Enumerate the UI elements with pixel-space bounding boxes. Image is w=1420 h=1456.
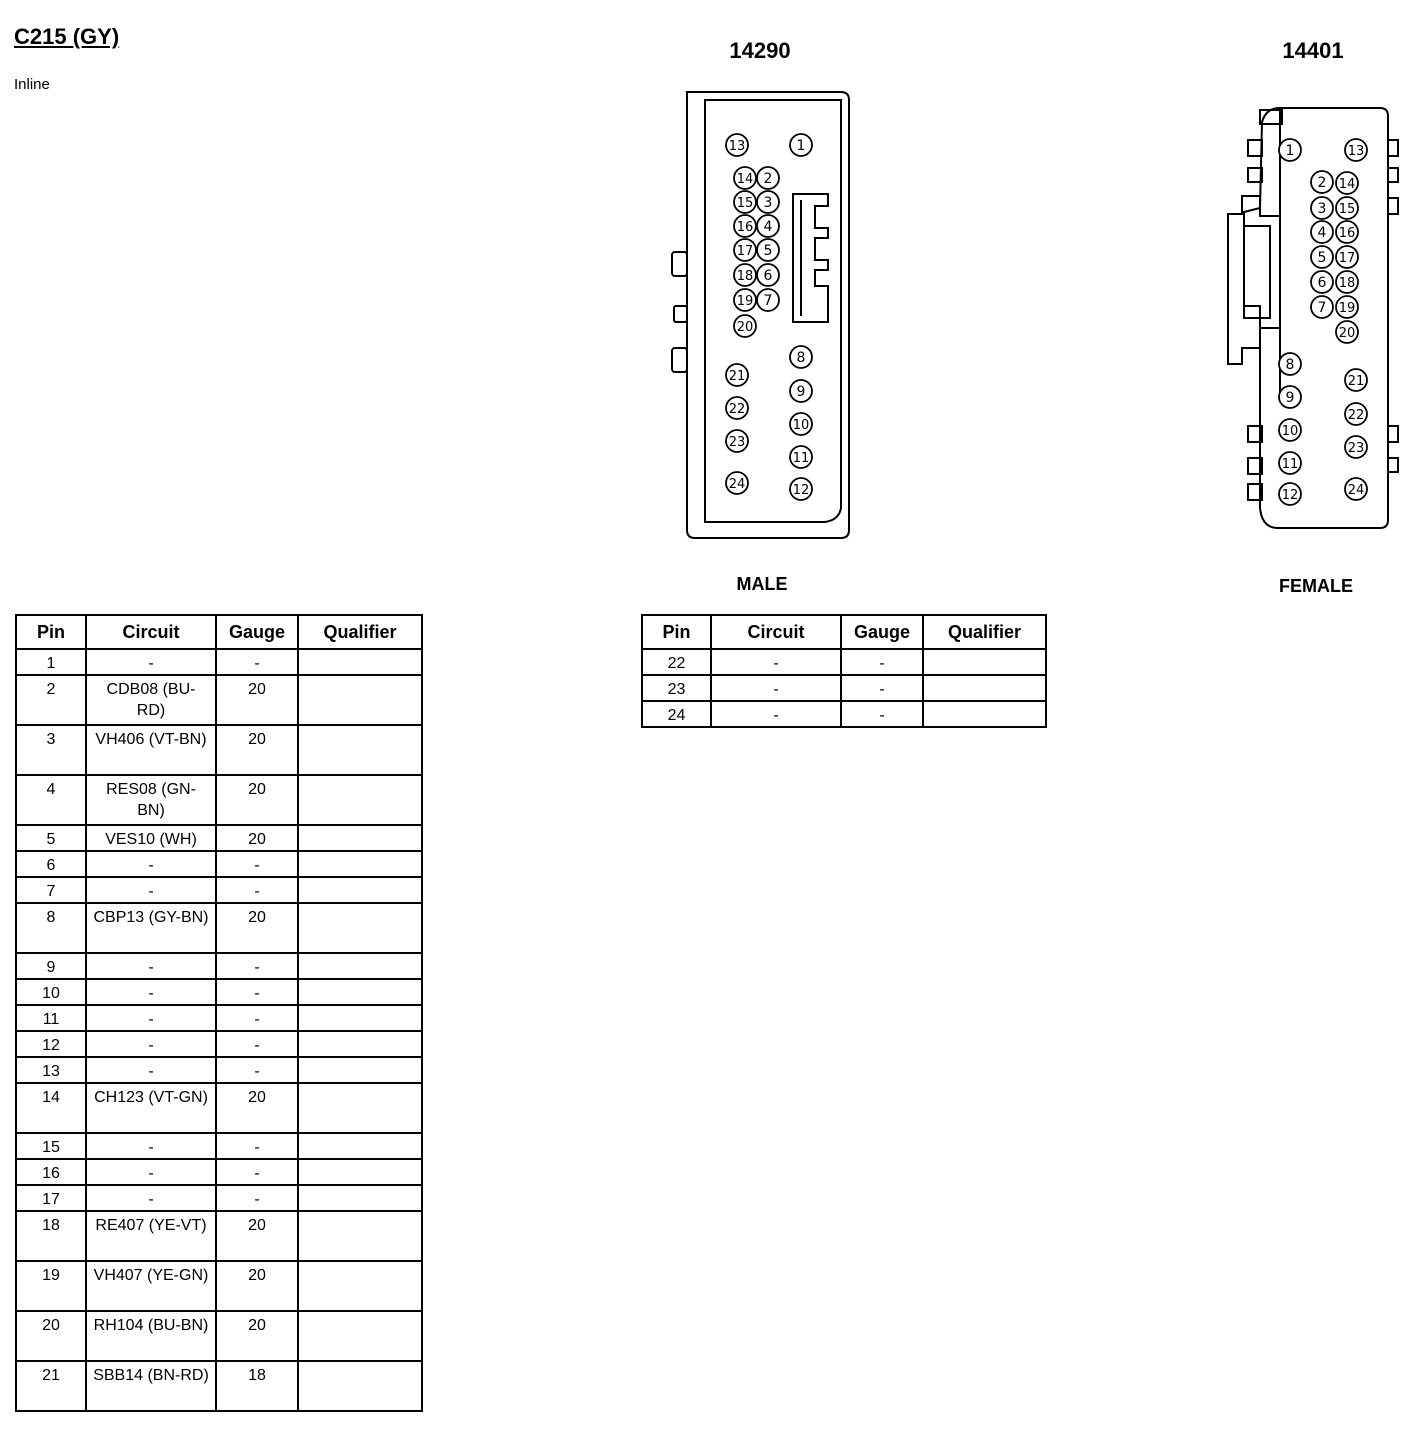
table-row (16, 649, 422, 675)
cell-qualifier (298, 1361, 422, 1411)
male-pin-6-label: 6 (763, 268, 773, 284)
cell-qualifier (298, 851, 422, 877)
cell-qualifier (298, 1057, 422, 1083)
cell-circuit: - (86, 1185, 216, 1211)
cell-pin: 7 (16, 877, 86, 903)
cell-gauge: - (841, 649, 923, 675)
header-qualifier: Qualifier (298, 615, 422, 649)
cell-pin: 1 (16, 649, 86, 675)
male-pin-22-label: 22 (728, 402, 746, 417)
male-pin-9-label: 9 (796, 384, 806, 400)
female-pin-8-label: 8 (1285, 357, 1295, 373)
female-pins (1279, 139, 1367, 505)
cell-gauge: - (216, 953, 298, 979)
table-header-row (642, 615, 1046, 649)
female-pin-24-label: 24 (1347, 483, 1365, 498)
female-pin-4-label: 4 (1317, 225, 1327, 241)
cell-gauge: - (216, 877, 298, 903)
cell-pin: 8 (16, 903, 86, 953)
cell-qualifier (298, 1083, 422, 1133)
cell-qualifier (298, 1005, 422, 1031)
cell-pin: 22 (642, 649, 711, 675)
cell-qualifier (298, 1261, 422, 1311)
female-pin-21-label: 21 (1347, 374, 1365, 389)
header-gauge: Gauge (841, 615, 923, 649)
female-pin-6-label: 6 (1317, 275, 1327, 291)
cell-gauge: - (216, 851, 298, 877)
cell-gauge: - (216, 979, 298, 1005)
cell-pin: 13 (16, 1057, 86, 1083)
cell-gauge: 20 (216, 1311, 298, 1361)
cell-gauge: - (216, 649, 298, 675)
cell-pin: 10 (16, 979, 86, 1005)
cell-qualifier (298, 877, 422, 903)
female-pin-1-label: 1 (1285, 143, 1295, 159)
male-pin-17-label: 17 (736, 244, 754, 259)
table-row (16, 903, 422, 953)
cell-gauge: - (216, 1159, 298, 1185)
cell-gauge: 20 (216, 1261, 298, 1311)
cell-qualifier (298, 1133, 422, 1159)
female-pin-13-label: 13 (1347, 144, 1365, 159)
cell-gauge: 20 (216, 775, 298, 825)
male-side-tab (672, 252, 687, 276)
cell-circuit: RE407 (YE-VT) (86, 1211, 216, 1261)
female-pin-3-label: 3 (1317, 201, 1327, 217)
male-pin-3-label: 3 (763, 195, 773, 211)
cell-gauge: - (216, 1057, 298, 1083)
female-pin-12-label: 12 (1281, 488, 1299, 503)
cell-pin: 2 (16, 675, 86, 725)
female-pin-20-label: 20 (1338, 326, 1356, 341)
cell-qualifier (298, 1311, 422, 1361)
connector-type: Inline (14, 76, 50, 93)
header-pin: Pin (16, 615, 86, 649)
cell-circuit: - (711, 701, 841, 727)
cell-pin: 17 (16, 1185, 86, 1211)
table-row (16, 1211, 422, 1261)
female-pin-9-label: 9 (1285, 390, 1295, 406)
cell-pin: 20 (16, 1311, 86, 1361)
cell-qualifier (298, 953, 422, 979)
cell-pin: 21 (16, 1361, 86, 1411)
cell-gauge: 20 (216, 1211, 298, 1261)
cell-gauge: 20 (216, 675, 298, 725)
table-row (16, 675, 422, 725)
table-row (16, 1083, 422, 1133)
table-row (16, 1361, 422, 1411)
pin-table-left (15, 614, 423, 1412)
cell-circuit: - (711, 649, 841, 675)
cell-circuit: RES08 (GN-BN) (86, 775, 216, 825)
cell-circuit: VES10 (WH) (86, 825, 216, 851)
male-pin-19-label: 19 (736, 294, 754, 309)
cell-pin: 9 (16, 953, 86, 979)
table-row (16, 1031, 422, 1057)
male-pin-14-label: 14 (736, 172, 754, 187)
male-pin-4-label: 4 (763, 219, 773, 235)
male-pin-8-label: 8 (796, 350, 806, 366)
cell-circuit: - (711, 675, 841, 701)
female-pin-7-label: 7 (1317, 300, 1327, 316)
cell-gauge: - (841, 675, 923, 701)
cell-gauge: 20 (216, 825, 298, 851)
female-clip-inner (1244, 226, 1270, 318)
table-row (16, 953, 422, 979)
cell-pin: 15 (16, 1133, 86, 1159)
cell-pin: 5 (16, 825, 86, 851)
pin-table-right (641, 614, 1047, 728)
cell-pin: 16 (16, 1159, 86, 1185)
cell-circuit: - (86, 851, 216, 877)
female-pin-15-label: 15 (1338, 202, 1356, 217)
female-pin-23-label: 23 (1347, 441, 1365, 456)
male-housing-inner (705, 100, 841, 522)
cell-qualifier (923, 649, 1046, 675)
cell-pin: 24 (642, 701, 711, 727)
female-pin-17-label: 17 (1338, 251, 1356, 266)
male-pin-13-label: 13 (728, 139, 746, 154)
female-pin-5-label: 5 (1317, 250, 1327, 266)
cell-gauge: - (216, 1185, 298, 1211)
cell-qualifier (298, 903, 422, 953)
male-pin-5-label: 5 (763, 243, 773, 259)
connector-title: C215 (GY) (14, 24, 120, 49)
cell-circuit: - (86, 979, 216, 1005)
cell-pin: 3 (16, 725, 86, 775)
cell-circuit: - (86, 877, 216, 903)
male-pin-10-label: 10 (792, 418, 810, 433)
cell-circuit: - (86, 649, 216, 675)
table-row (16, 1057, 422, 1083)
cell-qualifier (298, 1185, 422, 1211)
female-side-tab (1388, 198, 1398, 214)
cell-qualifier (298, 775, 422, 825)
table-row (642, 675, 1046, 701)
table-row (16, 851, 422, 877)
male-pin-18-label: 18 (736, 269, 754, 284)
cell-qualifier (923, 675, 1046, 701)
male-pin-23-label: 23 (728, 435, 746, 450)
cell-gauge: - (216, 1005, 298, 1031)
female-label: FEMALE (1279, 576, 1353, 596)
male-pin-11-label: 11 (792, 451, 810, 466)
header-circuit: Circuit (711, 615, 841, 649)
male-pin-16-label: 16 (736, 220, 754, 235)
cell-circuit: CDB08 (BU-RD) (86, 675, 216, 725)
male-side-tab (674, 306, 687, 322)
female-side-tab (1388, 168, 1398, 182)
table-row (16, 1133, 422, 1159)
male-label: MALE (736, 574, 788, 594)
table-row (16, 1311, 422, 1361)
table-row (16, 1185, 422, 1211)
table-header-row (16, 615, 422, 649)
female-pin-10-label: 10 (1281, 424, 1299, 439)
female-side-tab (1388, 458, 1398, 472)
cell-circuit: - (86, 1159, 216, 1185)
cell-pin: 12 (16, 1031, 86, 1057)
cell-gauge: - (841, 701, 923, 727)
cell-circuit: CBP13 (GY-BN) (86, 903, 216, 953)
cell-pin: 23 (642, 675, 711, 701)
cell-circuit: - (86, 1005, 216, 1031)
male-pin-2-label: 2 (763, 171, 773, 187)
cell-circuit: CH123 (VT-GN) (86, 1083, 216, 1133)
cell-qualifier (298, 825, 422, 851)
male-housing-outline (687, 92, 849, 538)
table-row (16, 1159, 422, 1185)
header-circuit: Circuit (86, 615, 216, 649)
table-row (16, 825, 422, 851)
cell-circuit: SBB14 (BN-RD) (86, 1361, 216, 1411)
table-row (16, 979, 422, 1005)
female-pin-11-label: 11 (1281, 457, 1299, 472)
female-side-tab (1388, 140, 1398, 156)
cell-pin: 14 (16, 1083, 86, 1133)
cell-circuit: VH406 (VT-BN) (86, 725, 216, 775)
cell-qualifier (298, 1031, 422, 1057)
table-row (16, 1261, 422, 1311)
female-pin-22-label: 22 (1347, 408, 1365, 423)
cell-circuit: - (86, 1057, 216, 1083)
cell-gauge: 18 (216, 1361, 298, 1411)
cell-pin: 4 (16, 775, 86, 825)
cell-qualifier (298, 1211, 422, 1261)
male-pin-1-label: 1 (796, 138, 806, 154)
cell-qualifier (298, 649, 422, 675)
female-clip (1228, 196, 1280, 364)
female-pin-14-label: 14 (1338, 177, 1356, 192)
female-pin-18-label: 18 (1338, 276, 1356, 291)
table-row (16, 877, 422, 903)
cell-qualifier (298, 725, 422, 775)
table-row (642, 649, 1046, 675)
male-connector-diagram (665, 88, 865, 548)
cell-circuit: - (86, 1031, 216, 1057)
cell-pin: 6 (16, 851, 86, 877)
male-pins (726, 134, 812, 500)
cell-qualifier (298, 675, 422, 725)
male-pin-7-label: 7 (763, 293, 773, 309)
header-gauge: Gauge (216, 615, 298, 649)
male-pin-24-label: 24 (728, 477, 746, 492)
female-part-number: 14401 (1282, 38, 1344, 63)
table-row (16, 1005, 422, 1031)
female-side-tab (1388, 426, 1398, 442)
cell-gauge: 20 (216, 903, 298, 953)
header-pin: Pin (642, 615, 711, 649)
cell-qualifier (298, 979, 422, 1005)
header-qualifier: Qualifier (923, 615, 1046, 649)
table-row (16, 775, 422, 825)
male-pin-12-label: 12 (792, 483, 810, 498)
cell-circuit: RH104 (BU-BN) (86, 1311, 216, 1361)
table-row (642, 701, 1046, 727)
cell-pin: 18 (16, 1211, 86, 1261)
cell-circuit: - (86, 1133, 216, 1159)
female-pin-16-label: 16 (1338, 226, 1356, 241)
cell-qualifier (923, 701, 1046, 727)
female-pin-19-label: 19 (1338, 301, 1356, 316)
cell-qualifier (298, 1159, 422, 1185)
cell-gauge: - (216, 1133, 298, 1159)
cell-gauge: 20 (216, 725, 298, 775)
cell-circuit: VH407 (YE-GN) (86, 1261, 216, 1311)
cell-pin: 11 (16, 1005, 86, 1031)
cell-pin: 19 (16, 1261, 86, 1311)
cell-circuit: - (86, 953, 216, 979)
male-side-tab (672, 348, 687, 372)
male-part-number: 14290 (729, 38, 791, 63)
cell-gauge: 20 (216, 1083, 298, 1133)
table-row (16, 725, 422, 775)
male-pin-21-label: 21 (728, 369, 746, 384)
cell-gauge: - (216, 1031, 298, 1057)
female-side-tab (1248, 140, 1262, 156)
female-connector-diagram (1220, 96, 1420, 556)
female-pin-2-label: 2 (1317, 175, 1327, 191)
male-pin-15-label: 15 (736, 196, 754, 211)
male-pin-20-label: 20 (736, 320, 754, 335)
male-latch-slot (793, 194, 828, 322)
